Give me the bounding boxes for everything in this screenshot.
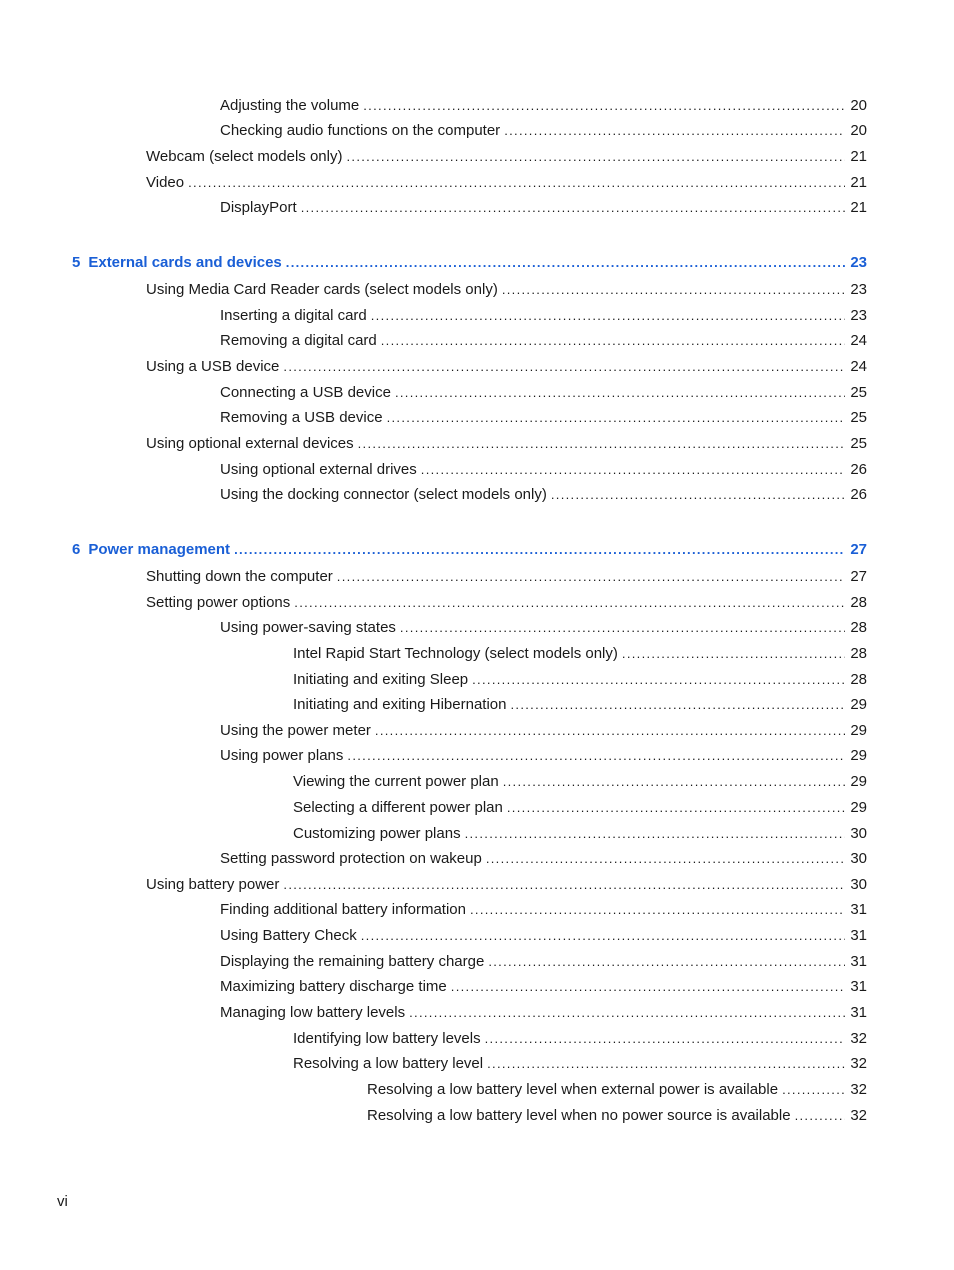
toc-page-number: 28 (850, 594, 867, 611)
toc-entry-title: Adjusting the volume (220, 97, 360, 114)
toc-entry[interactable] (367, 1106, 867, 1126)
toc-entry[interactable] (293, 1054, 867, 1074)
toc-page-number: 28 (850, 671, 867, 688)
dot-leader (337, 567, 845, 587)
toc-entry-title: Selecting a different power plan (293, 799, 503, 816)
toc-entry-title (72, 540, 234, 560)
chapter-title: Power management (88, 541, 231, 558)
toc-page-number: 32 (850, 1055, 867, 1072)
toc-entry[interactable] (220, 306, 867, 326)
toc-entry[interactable] (220, 746, 867, 766)
dot-leader (371, 306, 845, 326)
toc-entry[interactable] (220, 121, 867, 141)
toc-entry[interactable] (220, 849, 867, 869)
toc-entry-title: Initiating and exiting Sleep (293, 671, 469, 688)
dot-leader (234, 540, 845, 560)
toc-entry-title: Removing a USB device (220, 409, 383, 426)
toc-entry-title: Finding additional battery information (220, 901, 466, 918)
dot-leader (485, 1029, 845, 1049)
dot-leader (507, 798, 845, 818)
toc-entry[interactable] (220, 485, 867, 505)
toc-page-number: 29 (850, 747, 867, 764)
toc-entry-title: Resolving a low battery level when no power source is available (367, 1107, 791, 1124)
toc-entry[interactable] (293, 1029, 867, 1049)
toc-page-number: 29 (850, 722, 867, 739)
toc-entry-title: Identifying low battery levels (293, 1030, 481, 1047)
toc-page-number: 30 (850, 825, 867, 842)
toc-page-number: 21 (850, 148, 867, 165)
toc-page-number: 28 (850, 619, 867, 636)
toc-entry[interactable] (146, 567, 867, 587)
toc-entry[interactable] (146, 593, 867, 613)
dot-leader (551, 485, 845, 505)
page-number: vi (57, 1193, 68, 1210)
toc-entry-title: Maximizing battery discharge time (220, 978, 447, 995)
toc-page-number: 29 (850, 799, 867, 816)
toc-entry-title: Displaying the remaining battery charge (220, 953, 485, 970)
dot-leader (622, 644, 845, 664)
toc-chapter-entry[interactable] (72, 540, 867, 560)
toc-entry[interactable] (293, 824, 867, 844)
toc-page-number: 23 (850, 281, 867, 298)
toc-entry-title: Setting power options (146, 594, 291, 611)
toc-entry-title: Connecting a USB device (220, 384, 391, 401)
toc-entry-title: Using optional external devices (146, 435, 354, 452)
dot-leader (358, 434, 845, 454)
toc-entry-title: Webcam (select models only) (146, 148, 343, 165)
dot-leader (395, 383, 845, 403)
toc-entry-title: Shutting down the computer (146, 568, 333, 585)
toc-entry-title (72, 253, 286, 273)
toc-entry-title: Using power-saving states (220, 619, 396, 636)
toc-entry[interactable] (146, 434, 867, 454)
toc-page-number: 25 (850, 435, 867, 452)
toc-page-number: 29 (850, 696, 867, 713)
toc-page-number: 24 (850, 358, 867, 375)
toc-entry[interactable] (220, 383, 867, 403)
dot-leader (381, 331, 845, 351)
toc-page-number: 30 (850, 850, 867, 867)
dot-leader (795, 1106, 845, 1126)
toc-page-number: 32 (850, 1107, 867, 1124)
toc-entry[interactable] (220, 977, 867, 997)
toc-entry[interactable] (293, 644, 867, 664)
dot-leader (451, 977, 845, 997)
toc-entry[interactable] (220, 1003, 867, 1023)
dot-leader (387, 408, 845, 428)
toc-entry-title: Intel Rapid Start Technology (select models only) (293, 645, 618, 662)
toc-entry[interactable] (220, 721, 867, 741)
dot-leader (301, 198, 845, 218)
dot-leader (347, 746, 845, 766)
toc-page-number: 20 (850, 122, 867, 139)
toc-page-number: 31 (850, 978, 867, 995)
toc-entry-title: Inserting a digital card (220, 307, 367, 324)
dot-leader (188, 173, 845, 193)
dot-leader (363, 96, 845, 116)
toc-entry[interactable] (220, 198, 867, 218)
toc-entry[interactable] (146, 147, 867, 167)
toc-entry[interactable] (146, 357, 867, 377)
toc-entry-title: Video (146, 174, 185, 191)
toc-page-number: 20 (850, 97, 867, 114)
toc-entry[interactable] (293, 695, 867, 715)
toc-entry-title: Using optional external drives (220, 461, 417, 478)
toc-entry-title: Setting password protection on wakeup (220, 850, 482, 867)
toc-entry-title: Managing low battery levels (220, 1004, 406, 1021)
toc-entry[interactable] (220, 96, 867, 116)
dot-leader (346, 147, 845, 167)
dot-leader (409, 1003, 845, 1023)
toc-entry-title: Using the power meter (220, 722, 371, 739)
toc-entry[interactable] (146, 875, 867, 895)
toc-entry-title: Using the docking connector (select models only) (220, 486, 547, 503)
toc-page-number: 31 (850, 901, 867, 918)
toc-entry[interactable] (293, 670, 867, 690)
toc-entry-title: Resolving a low battery level when external power is available (367, 1081, 779, 1098)
dot-leader (487, 1054, 845, 1074)
toc-entry[interactable] (146, 173, 867, 193)
toc-page-number: 26 (850, 461, 867, 478)
toc-entry-title: Using Battery Check (220, 927, 357, 944)
dot-leader (470, 900, 845, 920)
dot-leader (286, 253, 845, 273)
toc-entry[interactable] (220, 926, 867, 946)
toc-page-number: 27 (850, 541, 867, 558)
dot-leader (502, 280, 845, 300)
dot-leader (361, 926, 845, 946)
chapter-number: 6 (72, 541, 81, 558)
toc-entry-title: Using battery power (146, 876, 280, 893)
toc-page-number: 31 (850, 1004, 867, 1021)
toc-entry[interactable] (220, 618, 867, 638)
dot-leader (503, 772, 845, 792)
chapter-title: External cards and devices (88, 254, 282, 271)
toc-page-number: 30 (850, 876, 867, 893)
toc-entry[interactable] (220, 408, 867, 428)
toc-entry-title: Using a USB device (146, 358, 280, 375)
toc-page-number: 21 (850, 174, 867, 191)
dot-leader (375, 721, 845, 741)
dot-leader (504, 121, 845, 141)
toc-entry[interactable] (220, 900, 867, 920)
dot-leader (782, 1080, 845, 1100)
dot-leader (488, 952, 845, 972)
toc-entry[interactable] (220, 460, 867, 480)
toc-page-number: 29 (850, 773, 867, 790)
toc-entry-title: Viewing the current power plan (293, 773, 499, 790)
toc-entry-title: Removing a digital card (220, 332, 377, 349)
toc-entry-title: Initiating and exiting Hibernation (293, 696, 507, 713)
toc-entry-title: Checking audio functions on the computer (220, 122, 501, 139)
toc-page-number: 26 (850, 486, 867, 503)
toc-entry-title: DisplayPort (220, 199, 297, 216)
toc-entry[interactable] (367, 1080, 867, 1100)
dot-leader (510, 695, 845, 715)
toc-entry[interactable] (293, 772, 867, 792)
toc-entry-title: Resolving a low battery level (293, 1055, 484, 1072)
toc-entry[interactable] (293, 798, 867, 818)
toc-page-number: 32 (850, 1030, 867, 1047)
toc-page-number: 21 (850, 199, 867, 216)
toc-page-number: 32 (850, 1081, 867, 1098)
dot-leader (283, 875, 845, 895)
toc-entry-title: Using Media Card Reader cards (select models only) (146, 281, 498, 298)
toc-entry-title: Using power plans (220, 747, 344, 764)
toc-entry[interactable] (220, 952, 867, 972)
toc-page-number: 25 (850, 409, 867, 426)
toc-page-number: 23 (850, 307, 867, 324)
dot-leader (472, 670, 845, 690)
dot-leader (294, 593, 845, 613)
toc-entry-title: Customizing power plans (293, 825, 461, 842)
toc-page-number: 28 (850, 645, 867, 662)
dot-leader (486, 849, 845, 869)
toc-page-number: 27 (850, 568, 867, 585)
dot-leader (283, 357, 845, 377)
toc-page-number: 25 (850, 384, 867, 401)
toc-entry[interactable] (220, 331, 867, 351)
toc-page-number: 31 (850, 953, 867, 970)
toc-chapter-entry[interactable] (72, 253, 867, 273)
toc-page-number: 24 (850, 332, 867, 349)
dot-leader (465, 824, 845, 844)
toc-entry[interactable] (146, 280, 867, 300)
chapter-number: 5 (72, 254, 81, 271)
toc-page-number: 23 (850, 254, 867, 271)
dot-leader (400, 618, 845, 638)
toc-page-number: 31 (850, 927, 867, 944)
dot-leader (421, 460, 845, 480)
